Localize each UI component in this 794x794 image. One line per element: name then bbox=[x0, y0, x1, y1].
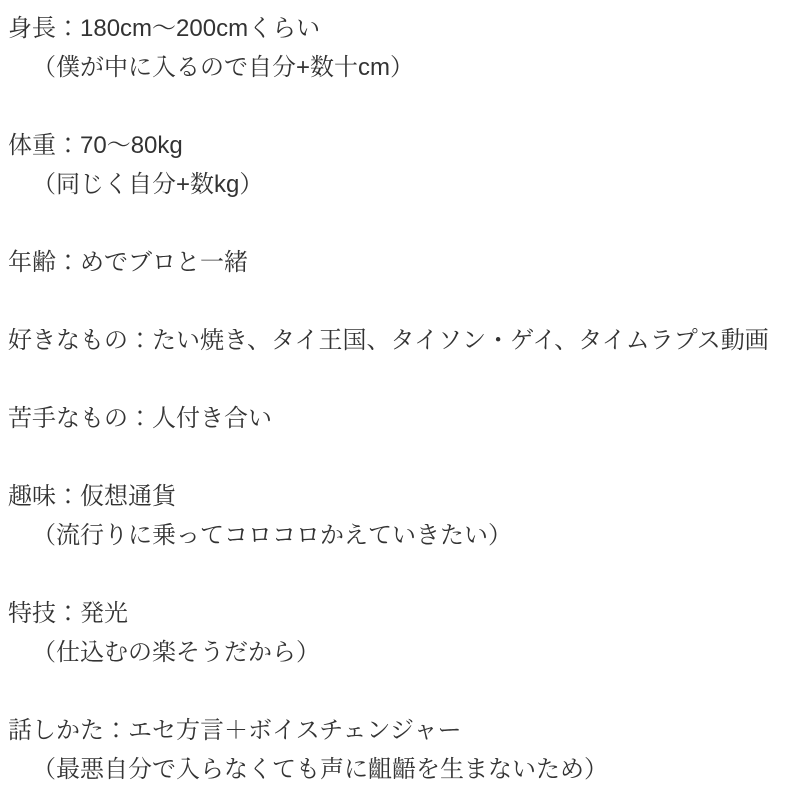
profile-section-hobby bbox=[8, 477, 790, 555]
profile-section-age bbox=[8, 243, 790, 282]
profile-section-height bbox=[8, 9, 790, 87]
profile-field-height: 身長：180cm～200cmくらい bbox=[8, 15, 321, 42]
profile-section-speech bbox=[8, 711, 790, 789]
profile-field-speech: 話しかた：エセ方言＋ボイスチェンジャー bbox=[8, 717, 462, 744]
profile-field-specialty: 特技：発光 bbox=[8, 600, 128, 627]
profile-field-dislikes: 苦手なもの：人付き合い bbox=[8, 405, 272, 432]
profile-section-specialty bbox=[8, 594, 790, 672]
profile-section-weight bbox=[8, 126, 790, 204]
profile-field-likes: 好きなもの：たい焼き、タイ王国、タイソン・ゲイ、タイムラプス動画 bbox=[8, 327, 769, 354]
profile-field-specialty-note: （仕込むの楽そうだから） bbox=[32, 639, 320, 666]
profile-field-hobby-note: （流行りに乗ってコロコロかえていきたい） bbox=[32, 522, 512, 549]
profile-field-weight-note: （同じく自分+数kg） bbox=[32, 171, 264, 198]
profile-field-height-note: （僕が中に入るので自分+数十cm） bbox=[32, 54, 415, 81]
profile-field-age: 年齢：めでブロと一緒 bbox=[8, 249, 248, 276]
profile-field-weight: 体重：70～80kg bbox=[8, 132, 183, 159]
profile-field-speech-note: （最悪自分で入らなくても声に齟齬を生まないため） bbox=[32, 756, 608, 783]
profile-field-hobby: 趣味：仮想通貨 bbox=[8, 483, 176, 510]
profile-section-likes bbox=[8, 321, 790, 360]
profile-section-dislikes bbox=[8, 399, 790, 438]
